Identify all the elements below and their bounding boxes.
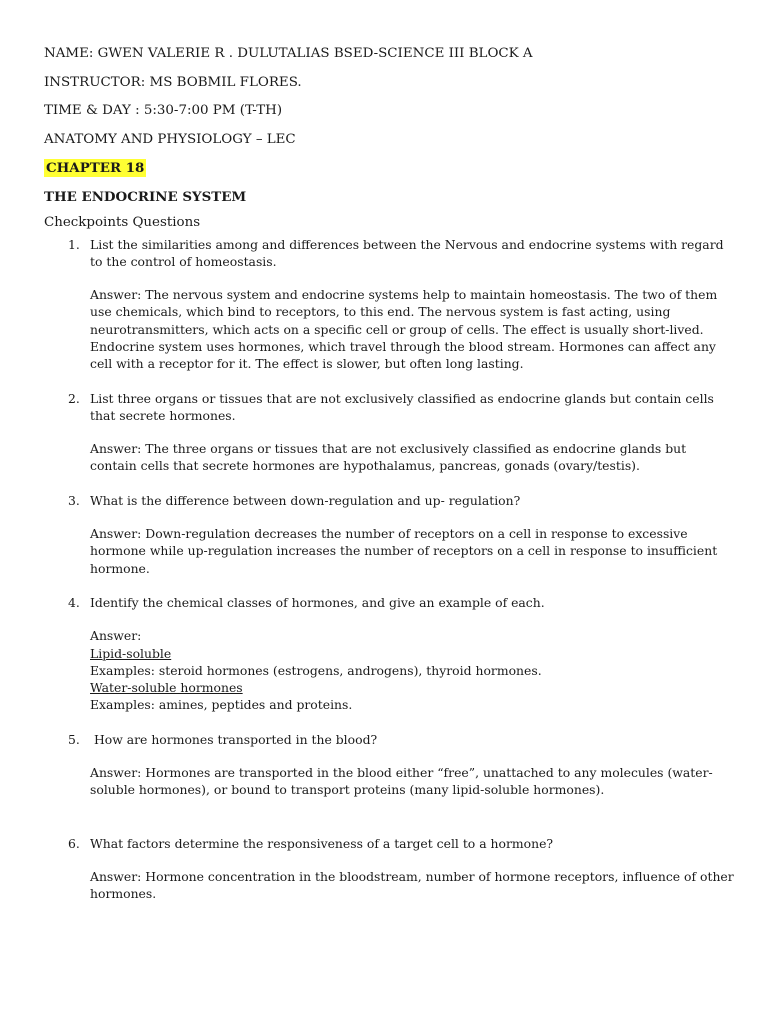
question-item bbox=[44, 236, 734, 373]
question-item bbox=[44, 492, 734, 577]
question-text: List three organs or tissues that are not exclusively classified as endocrine glands but contain cells that secrete hormones. bbox=[90, 390, 714, 423]
section-title: THE ENDOCRINE SYSTEM bbox=[44, 188, 247, 205]
checkpoints-subtitle: Checkpoints Questions bbox=[44, 214, 201, 230]
answer-text: Answer: Hormone concentration in the bloodstream, number of hormone receptors, influence of other hormones. bbox=[90, 868, 734, 902]
hormone-examples-water: Examples: amines, peptides and proteins. bbox=[90, 697, 353, 713]
question-item bbox=[44, 390, 734, 475]
question-number: 5. bbox=[68, 731, 80, 747]
instructor-line: INSTRUCTOR: MS BOBMIL FLORES. bbox=[44, 74, 302, 90]
question-text: Identify the chemical classes of hormones, and give an example of each. bbox=[90, 594, 545, 610]
answer-block bbox=[90, 627, 734, 713]
answer-text: Answer: Down-regulation decreases the number of receptors on a cell in response to excessive hormone while up-regulation increases the number of receptors on a cell in response to insufficient hormone. bbox=[90, 526, 718, 576]
question-number: 6. bbox=[68, 835, 80, 851]
document-page bbox=[44, 45, 734, 920]
time-day-line: TIME & DAY : 5:30-7:00 PM (T-TH) bbox=[44, 103, 283, 118]
answer-label: Answer: bbox=[90, 628, 142, 644]
answer-text: Answer: Hormones are transported in the blood either “free”, unattached to any molecules (water-soluble hormones), or bound to transport proteins (many lipid-soluble hormones). bbox=[90, 765, 713, 798]
question-number: 1. bbox=[68, 236, 80, 252]
chapter-heading: CHAPTER 18 bbox=[46, 160, 145, 176]
question-text: List the similarities among and differences between the Nervous and endocrine systems with regard to the control of homeostasis. bbox=[90, 236, 724, 269]
answer-text: Answer: The three organs or tissues that are not exclusively classified as endocrine glands but contain cells that secrete hormones are hypothalamus, pancreas, gonads (ovary/testis). bbox=[90, 441, 687, 474]
course-line: ANATOMY AND PHYSIOLOGY – LEC bbox=[44, 131, 296, 147]
question-text: What factors determine the responsiveness of a target cell to a hormone? bbox=[90, 835, 554, 851]
hormone-class-water: Water-soluble hormones bbox=[90, 680, 243, 696]
question-item bbox=[44, 594, 734, 714]
hormone-examples-lipid: Examples: steroid hormones (estrogens, androgens), thyroid hormones. bbox=[90, 662, 542, 678]
answer-text: Answer: The nervous system and endocrine systems help to maintain homeostasis. The two of them use chemicals, which bind to receptors, to this end. The nervous system is fast acting, using neurotransmitters, which acts on a specific cell or group of cells. The effect is usually short-lived. Endocrine system uses hormones, which travel through the blood stream. Hormones can affect any cell with a receptor for it. The effect is slower, but often long lasting. bbox=[90, 287, 718, 372]
question-text: How are hormones transported in the blood? bbox=[90, 731, 378, 747]
hormone-class-lipid: Lipid-soluble bbox=[90, 645, 172, 661]
question-item bbox=[44, 835, 734, 903]
question-list bbox=[44, 236, 734, 903]
student-name-line: NAME: GWEN VALERIE R . DULUTALIAS BSED-SCIENCE III BLOCK A bbox=[44, 46, 533, 61]
question-number: 4. bbox=[68, 594, 80, 610]
question-item bbox=[44, 731, 734, 799]
question-number: 2. bbox=[68, 390, 80, 406]
question-number: 3. bbox=[68, 492, 80, 508]
question-text: What is the difference between down-regulation and up- regulation? bbox=[90, 492, 521, 508]
